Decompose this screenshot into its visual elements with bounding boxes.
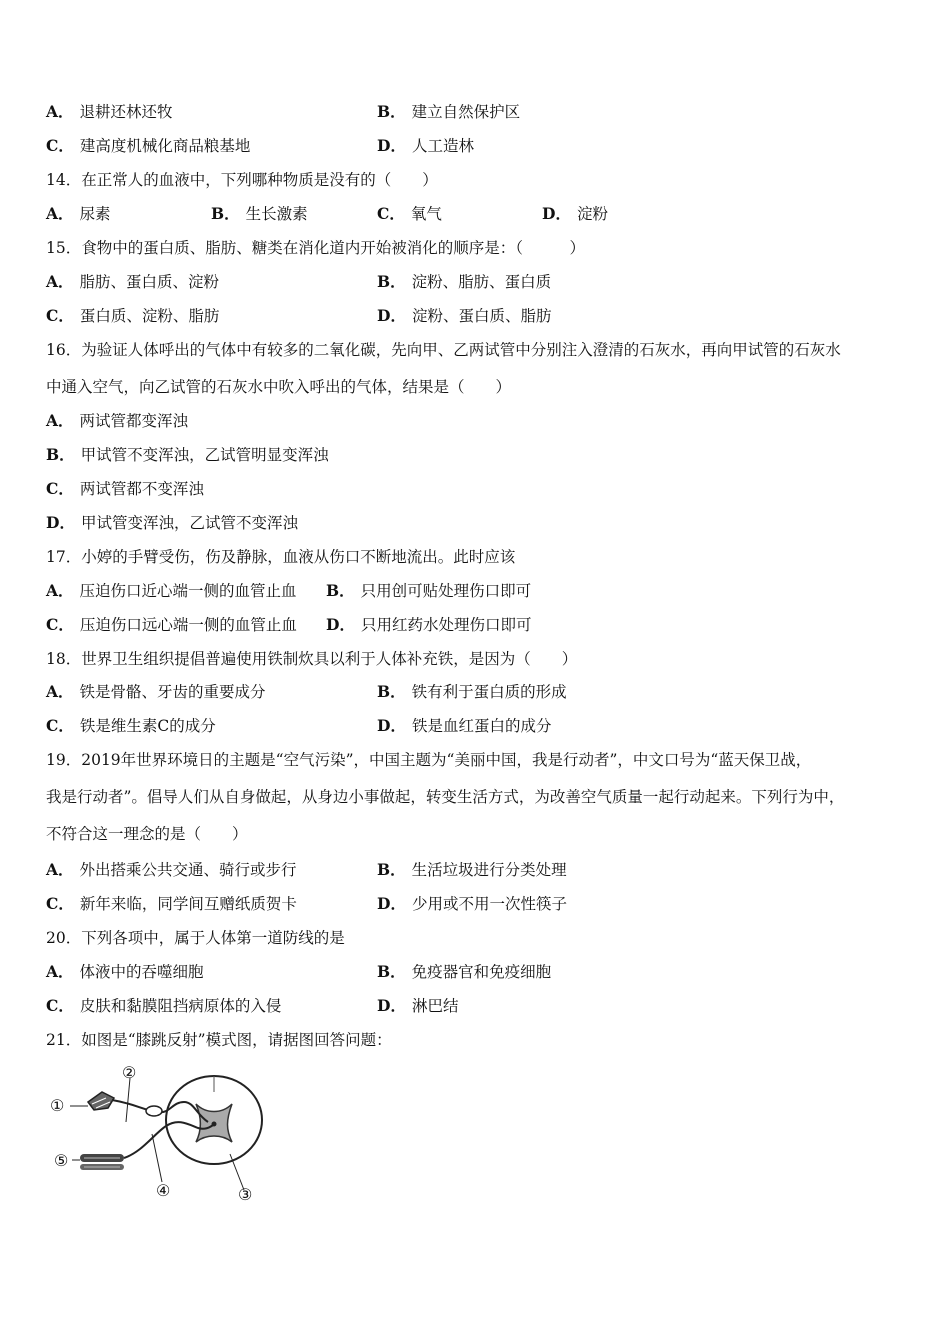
q18-stem: 18．世界卫生组织提倡普遍使用铁制炊具以利于人体补充铁，是因为（ ） xyxy=(46,650,578,668)
q21-stem: 21．如图是“膝跳反射”模式图，请据图回答问题： xyxy=(46,1031,392,1049)
label-2: ② xyxy=(122,1064,137,1082)
q18-option-a: A． 铁是骨骼、牙齿的重要成分 xyxy=(46,682,266,701)
effector-muscle xyxy=(80,1154,124,1170)
q15-stem: 15．食物中的蛋白质、脂肪、糖类在消化道内开始被消化的顺序是：（ ） xyxy=(46,239,585,257)
q14-option-b: B． 生长激素 xyxy=(211,204,308,223)
q20-stem: 20．下列各项中，属于人体第一道防线的是 xyxy=(46,929,345,947)
knee-jerk-reflex-diagram xyxy=(46,1064,276,1204)
q17-stem: 17．小婷的手臂受伤，伤及静脉，血液从伤口不断地流出。此时应该 xyxy=(46,548,516,566)
q13-option-d: D． 人工造林 xyxy=(377,136,474,155)
q19-stem-line2: 我是行动者”。倡导人们从自身做起，从身边小事做起，转变生活方式，为改善空气质量一起行动起来。下列行为中， xyxy=(46,788,845,806)
q17-option-a: A． 压迫伤口近心端一侧的血管止血 xyxy=(46,581,297,600)
label-3: ③ xyxy=(238,1185,253,1204)
q14-option-c: C． 氧气 xyxy=(377,204,442,223)
label-4: ④ xyxy=(156,1181,171,1200)
q13-option-b: B． 建立自然保护区 xyxy=(377,102,521,121)
label-1: ① xyxy=(50,1096,65,1115)
q20-option-d: D． 淋巴结 xyxy=(377,996,459,1015)
q20-option-b: B． 免疫器官和免疫细胞 xyxy=(377,962,552,981)
q17-option-d: D． 只用红药水处理伤口即可 xyxy=(326,615,532,634)
q18-option-c: C． 铁是维生素C的成分 xyxy=(46,716,216,735)
q16-stem-line2: 中通入空气，向乙试管的石灰水中吹入呼出的气体，结果是（ ） xyxy=(46,378,512,396)
q15-option-b: B． 淀粉、脂肪、蛋白质 xyxy=(377,272,552,291)
q16-option-a: A． 两试管都变浑浊 xyxy=(46,411,189,430)
q19-option-b: B． 生活垃圾进行分类处理 xyxy=(377,860,567,879)
q13-option-a: A． 退耕还林还牧 xyxy=(46,102,173,121)
label-5: ⑤ xyxy=(54,1151,69,1170)
q19-option-c: C． 新年来临，同学间互赠纸质贺卡 xyxy=(46,894,297,913)
q19-option-d: D． 少用或不用一次性筷子 xyxy=(377,894,567,913)
q19-stem-line1: 19．2019年世界环境日的主题是“空气污染”，中国主题为“美丽中国，我是行动者”，中文口号为“蓝天保卫战， xyxy=(46,751,812,769)
q17-option-c: C． 压迫伤口远心端一侧的血管止血 xyxy=(46,615,297,634)
q14-stem: 14．在正常人的血液中，下列哪种物质是没有的（ ） xyxy=(46,171,438,189)
q13-option-c: C． 建高度机械化商品粮基地 xyxy=(46,136,251,155)
q16-option-d: D． 甲试管变浑浊，乙试管不变浑浊 xyxy=(46,513,298,532)
q17-option-b: B． 只用创可贴处理伤口即可 xyxy=(326,581,532,600)
q15-option-d: D． 淀粉、蛋白质、脂肪 xyxy=(377,306,552,325)
receptor xyxy=(88,1092,114,1110)
q15-option-a: A． 脂肪、蛋白质、淀粉 xyxy=(46,272,220,291)
spinal-cord xyxy=(166,1076,262,1164)
q15-option-c: C． 蛋白质、淀粉、脂肪 xyxy=(46,306,220,325)
q19-stem-line3: 不符合这一理念的是（ ） xyxy=(46,825,248,843)
q18-option-d: D． 铁是血红蛋白的成分 xyxy=(377,716,552,735)
q20-option-a: A． 体液中的吞噬细胞 xyxy=(46,962,204,981)
q18-option-b: B． 铁有利于蛋白质的形成 xyxy=(377,682,567,701)
q19-option-a: A． 外出搭乘公共交通、骑行或步行 xyxy=(46,860,297,879)
q14-option-d: D． 淀粉 xyxy=(542,204,608,223)
q16-option-c: C． 两试管都不变浑浊 xyxy=(46,479,204,498)
q14-option-a: A． 尿素 xyxy=(46,204,111,223)
q16-option-b: B． 甲试管不变浑浊，乙试管明显变浑浊 xyxy=(46,445,329,464)
q16-stem-line1: 16．为验证人体呼出的气体中有较多的二氧化碳，先向甲、乙两试管中分别注入澄清的石灰水，再向甲试管的石灰水 xyxy=(46,341,841,359)
q20-option-c: C． 皮肤和黏膜阻挡病原体的入侵 xyxy=(46,996,282,1015)
